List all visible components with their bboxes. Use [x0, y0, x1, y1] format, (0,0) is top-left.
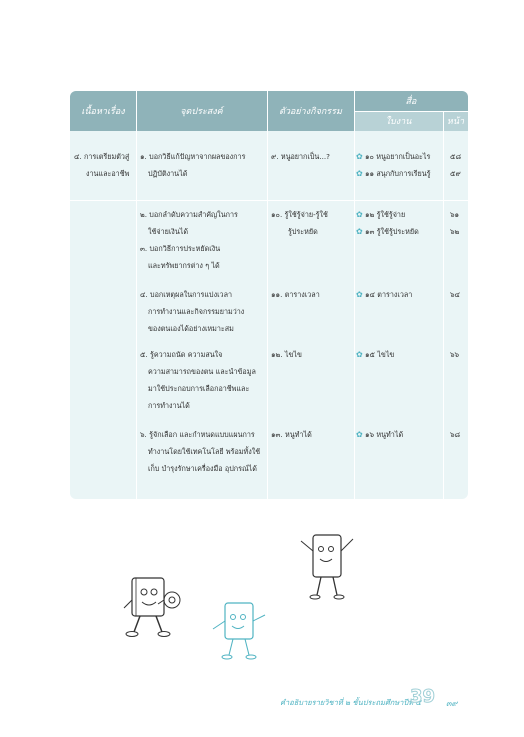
worksheet-label: ๑๒ รู้ใช้รู้จ่าย: [365, 210, 406, 219]
star-icon: ✿: [356, 169, 363, 178]
page-number: ๖๑: [450, 210, 460, 219]
star-icon: ✿: [356, 152, 363, 161]
objective-line: ความสามารถของตน และนำข้อมูล: [148, 367, 256, 376]
objective-line: ๕. รู้ความถนัด ความสนใจ: [140, 350, 223, 359]
worksheet-item: [356, 348, 394, 362]
page-number: ๖๒: [450, 227, 460, 236]
star-icon: ✿: [356, 290, 363, 299]
page-number: ๖๖: [450, 350, 460, 359]
objective-line: ๒. บอกลำดับความสำคัญในการ: [140, 210, 238, 219]
objective-line: การทำงานและกิจกรรมยามว่าง: [148, 307, 245, 316]
topic-line: งานและอาชีพ: [86, 169, 130, 178]
page-badge: 39: [410, 686, 436, 707]
worksheet-label: ๑๐ หนูอยากเป็นอะไร: [365, 152, 431, 161]
objective-line: และทรัพยากรต่าง ๆ ได้: [148, 261, 220, 270]
objective-line: ปฏิบัติงานได้: [148, 169, 188, 178]
objective-line: ๓. บอกวิธีการประหยัดเงิน: [140, 244, 221, 253]
star-icon: ✿: [356, 210, 363, 219]
header-page: หน้า: [446, 117, 465, 127]
objective-line: ทำงานโดยใช้เทคโนโลยี พร้อมทั้งใช้: [148, 447, 261, 456]
page-number: ๕๙: [450, 169, 461, 178]
worksheet-item: [356, 428, 403, 442]
worksheet-label: ๑๔ ตารางเวลา: [365, 290, 413, 299]
activity-line: ๙. หนูอยากเป็น...?: [271, 152, 331, 161]
footer-text: คำอธิบายรายวิชาที่ ๒ ชั้นประถมศึกษาปีที่ ๕: [280, 698, 422, 707]
header-topic: เนื้อหาเรื่อง: [81, 107, 125, 117]
star-icon: ✿: [356, 350, 363, 359]
worksheet-item: [356, 208, 405, 222]
header-objective: จุดประสงค์: [180, 107, 223, 117]
objective-line: ของตนเองได้อย่างเหมาะสม: [148, 324, 234, 333]
worksheet-item: [356, 225, 419, 239]
objective-line: ๑. บอกวิธีแก้ปัญหาจากผลของการ: [140, 152, 246, 161]
topic-line: ๔. การเตรียมตัวสู่: [74, 152, 130, 161]
activity-line: ๑๒. ไขไข: [271, 350, 302, 359]
star-icon: ✿: [356, 227, 363, 236]
worksheet-label: ๑๑ สนุกกับการเรียนรู้: [365, 169, 431, 178]
objective-line: ใช้จ่ายเงินได้: [148, 227, 189, 236]
page-number: ๖๘: [450, 430, 461, 439]
worksheet-item: [356, 167, 431, 181]
page-number: ๕๘: [450, 152, 461, 161]
activity-line: ๑๓. หนูทำได้: [271, 430, 312, 439]
objective-line: การทำงานได้: [148, 401, 190, 410]
page-number-footer: ๓๙: [446, 699, 458, 708]
activity-line: ๑๑. ตารางเวลา: [271, 290, 320, 299]
activity-line: ๑๐. รู้ใช้รู้จ่าย-รู้ใช้: [271, 210, 328, 219]
worksheet-label: ๑๓ รู้ใช้รู้ประหยัด: [365, 227, 419, 236]
book-character-illustration: [205, 595, 275, 670]
star-icon: ✿: [356, 430, 363, 439]
header-activity: ตัวอย่างกิจกรรม: [279, 107, 342, 117]
header-media: สื่อ: [405, 97, 417, 107]
activity-line: รู้ประหยัด: [288, 227, 318, 236]
objective-line: ๔. บอกเหตุผลในการแบ่งเวลา: [140, 290, 233, 299]
scroll-character-illustration: [295, 525, 365, 610]
objective-line: ๖. รู้จักเลือก และกำหนดแบบแผนการ: [140, 430, 255, 439]
page-number: ๖๔: [450, 290, 461, 299]
worksheet-label: ๑๖ หนูทำได้: [365, 430, 404, 439]
objective-line: มาใช้ประกอบการเลือกอาชีพและ: [148, 384, 250, 393]
objective-line: เก็บ บำรุงรักษาเครื่องมือ อุปกรณ์ได้: [148, 464, 257, 473]
header-worksheet: ใบงาน: [385, 117, 412, 127]
worksheet-item: [356, 150, 430, 164]
worksheet-item: [356, 288, 412, 302]
notebook-character-illustration: [120, 570, 190, 650]
worksheet-label: ๑๕ ไขไข: [365, 350, 395, 359]
